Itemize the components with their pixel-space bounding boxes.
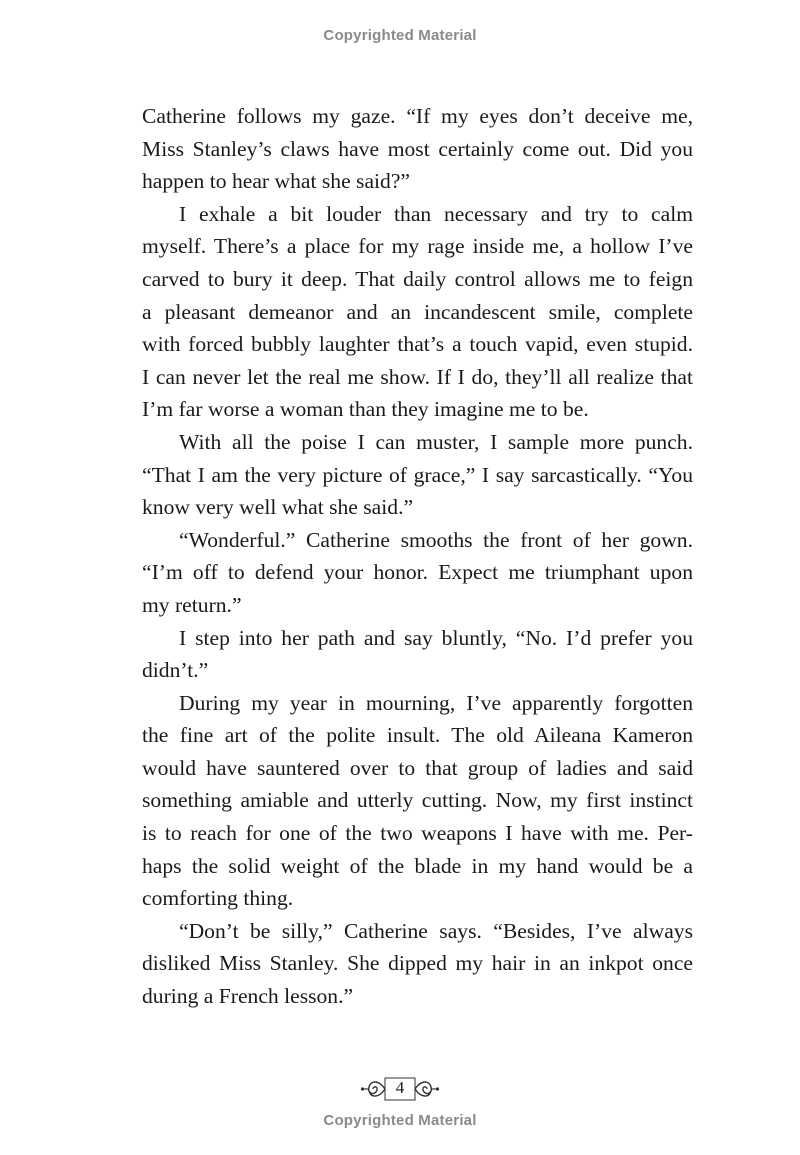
text-line: Catherine follows my gaze. “If my eyes don’t deceive me, (142, 104, 693, 128)
text-line: comforting thing. (142, 886, 294, 911)
text-line: happen to hear what she said?” (142, 169, 411, 194)
text-line: is to reach for one of the two weapons I have with me. Per- (142, 821, 693, 846)
text-line: I exhale a bit louder than necessary and try to calm (179, 201, 693, 226)
text-line: I step into her path and say bluntly, “No. I’d prefer you (179, 625, 693, 650)
text-line: carved to bury it deep. That daily control allows me to feign (142, 266, 693, 291)
text-line: “I’m off to defend your honor. Expect me triumphant upon (142, 560, 693, 585)
text-line: the fine art of the polite insult. The old Aileana Kameron (142, 723, 693, 748)
text-line: know very well what she said.” (142, 495, 414, 520)
text-line: haps the solid weight of the blade in my hand would be a (142, 853, 693, 878)
footer-copyright-notice: Copyrighted Material (323, 1112, 477, 1129)
text-line: a pleasant demeanor and an incandescent smile, complete (142, 299, 693, 324)
header-copyright-notice: Copyrighted Material (323, 27, 477, 44)
text-line: I can never let the real me show. If I do, they’ll all realize that (142, 364, 693, 389)
text-line: “That I am the very picture of grace,” I say sarcastically. “You (142, 462, 693, 487)
text-line: something amiable and utterly cutting. Now, my first instinct (142, 788, 693, 813)
text-line: During my year in mourning, I’ve apparently forgotten (179, 690, 693, 715)
text-line: Miss Stanley’s claws have most certainly come out. Did you (142, 136, 693, 161)
text-line: during a French lesson.” (142, 984, 354, 1009)
text-line: I’m far worse a woman than they imagine me to be. (142, 397, 589, 422)
text-line: disliked Miss Stanley. She dipped my hair in an inkpot once (142, 951, 693, 976)
text-line: “Wonderful.” Catherine smooths the front of her gown. (179, 527, 693, 552)
text-line: “Don’t be silly,” Catherine says. “Besides, I’ve always (179, 918, 693, 943)
text-line: would have sauntered over to that group of ladies and said (142, 755, 693, 780)
text-line: with forced bubbly laughter that’s a touch vapid, even stupid. (142, 332, 693, 357)
text-line: my return.” (142, 592, 242, 617)
text-line: With all the poise I can muster, I sample more punch. (179, 429, 693, 454)
page-number: 4 (395, 1078, 405, 1097)
text-line: myself. There’s a place for my rage inside me, a hollow I’ve (142, 234, 693, 259)
text-line: didn’t.” (142, 658, 209, 683)
body-text (142, 100, 693, 1013)
page-number-ornament (360, 1074, 440, 1104)
